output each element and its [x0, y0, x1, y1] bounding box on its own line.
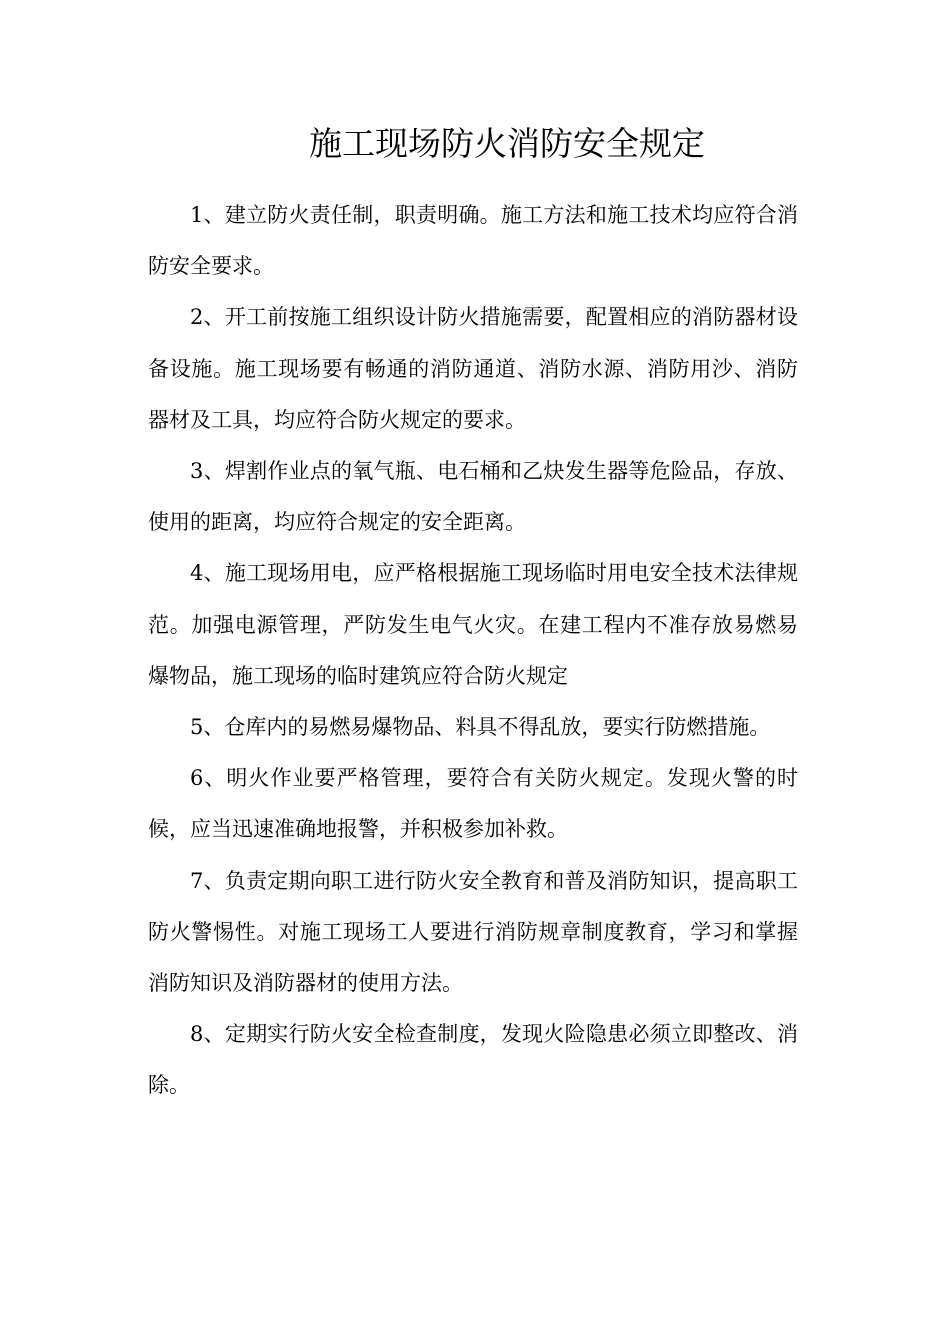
paragraph-4: 4、施工现场用电，应严格根据施工现场临时用电安全技术法律规范。加强电源管理，严防发生电气火灾。在建工程内不准存放易燃易爆物品，施工现场的临时建筑应符合防火规定 — [148, 561, 798, 688]
paragraph-5: 5、仓库内的易燃易爆物品、料具不得乱放，要实行防燃措施。 — [190, 715, 771, 740]
paragraph-6: 6、明火作业要严格管理，要符合有关防火规定。发现火警的时候，应当迅速准确地报警，并积极参加补救。 — [148, 766, 798, 842]
paragraph-3: 3、焊割作业点的氧气瓶、电石桶和乙炔发生器等危险品，存放、使用的距离，均应符合规定的安全距离。 — [148, 459, 798, 535]
document-title: 施工现场防火消防安全规定 — [309, 124, 705, 163]
paragraph-8: 8、定期实行防火安全检查制度，发现火险隐患必须立即整改、消除。 — [148, 1022, 798, 1098]
paragraph-2: 2、开工前按施工组织设计防火措施需要，配置相应的消防器材设备设施。施工现场要有畅通的消防通道、消防水源、消防用沙、消防器材及工具，均应符合防火规定的要求。 — [148, 305, 798, 432]
paragraph-1: 1、建立防火责任制，职责明确。施工方法和施工技术均应符合消防安全要求。 — [148, 203, 798, 279]
paragraph-7: 7、负责定期向职工进行防火安全教育和普及消防知识，提高职工防火警惕性。对施工现场工人要进行消防规章制度教育，学习和掌握消防知识及消防器材的使用方法。 — [148, 868, 798, 996]
document-body — [148, 190, 798, 1112]
